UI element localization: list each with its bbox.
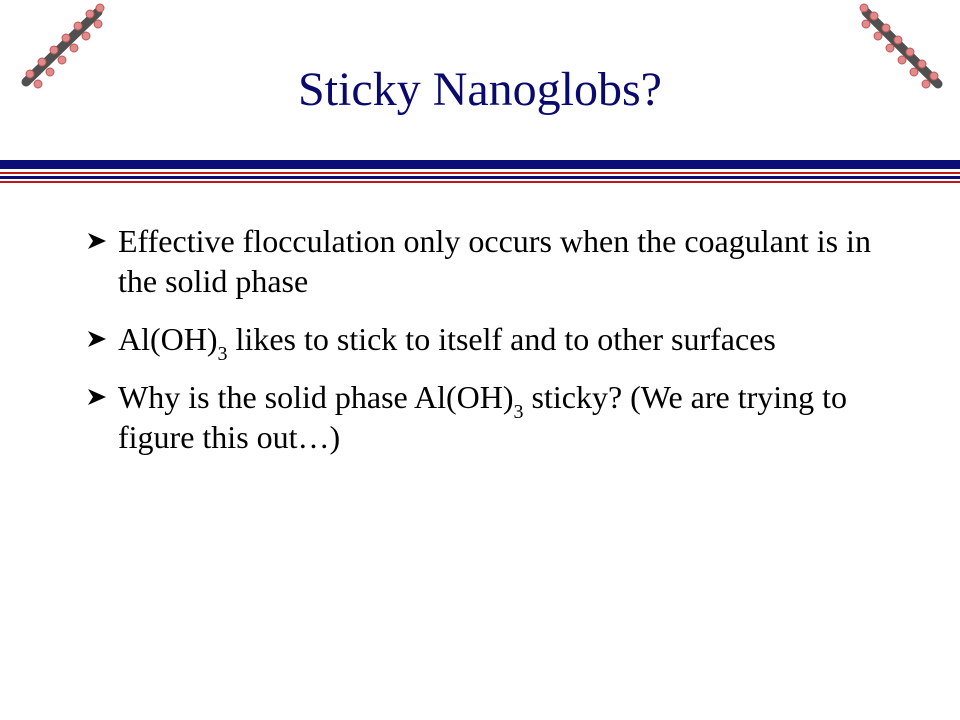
title-divider-thin	[0, 176, 960, 179]
bullet-text-post: likes to stick to itself and to other surfaces	[227, 321, 776, 357]
arrowhead-bullet-icon	[86, 232, 108, 250]
arrowhead-bullet-icon	[86, 330, 108, 348]
bullet-text-pre: Why is the solid phase Al(OH)	[118, 379, 514, 415]
bullet-item	[88, 377, 908, 457]
subscript: 3	[217, 343, 228, 365]
bullet-text-pre: Al(OH)	[118, 321, 218, 357]
arrowhead-bullet-icon	[86, 388, 108, 406]
subscript: 3	[513, 401, 524, 423]
bullet-item	[88, 221, 908, 301]
bullet-text: Effective flocculation only occurs when the coagulant is in the solid phase	[118, 223, 871, 299]
title-divider	[0, 160, 960, 169]
title-divider-red-lower	[0, 181, 960, 183]
slide-title: Sticky Nanoglobs?	[298, 63, 662, 116]
bullet-text	[118, 321, 776, 365]
bullet-item	[88, 319, 908, 365]
bullet-text-post: sticky? (We are trying to figure this out…)	[118, 379, 848, 455]
title-divider-red	[0, 172, 960, 174]
bullet-text	[118, 379, 847, 455]
bullet-list	[88, 221, 908, 475]
